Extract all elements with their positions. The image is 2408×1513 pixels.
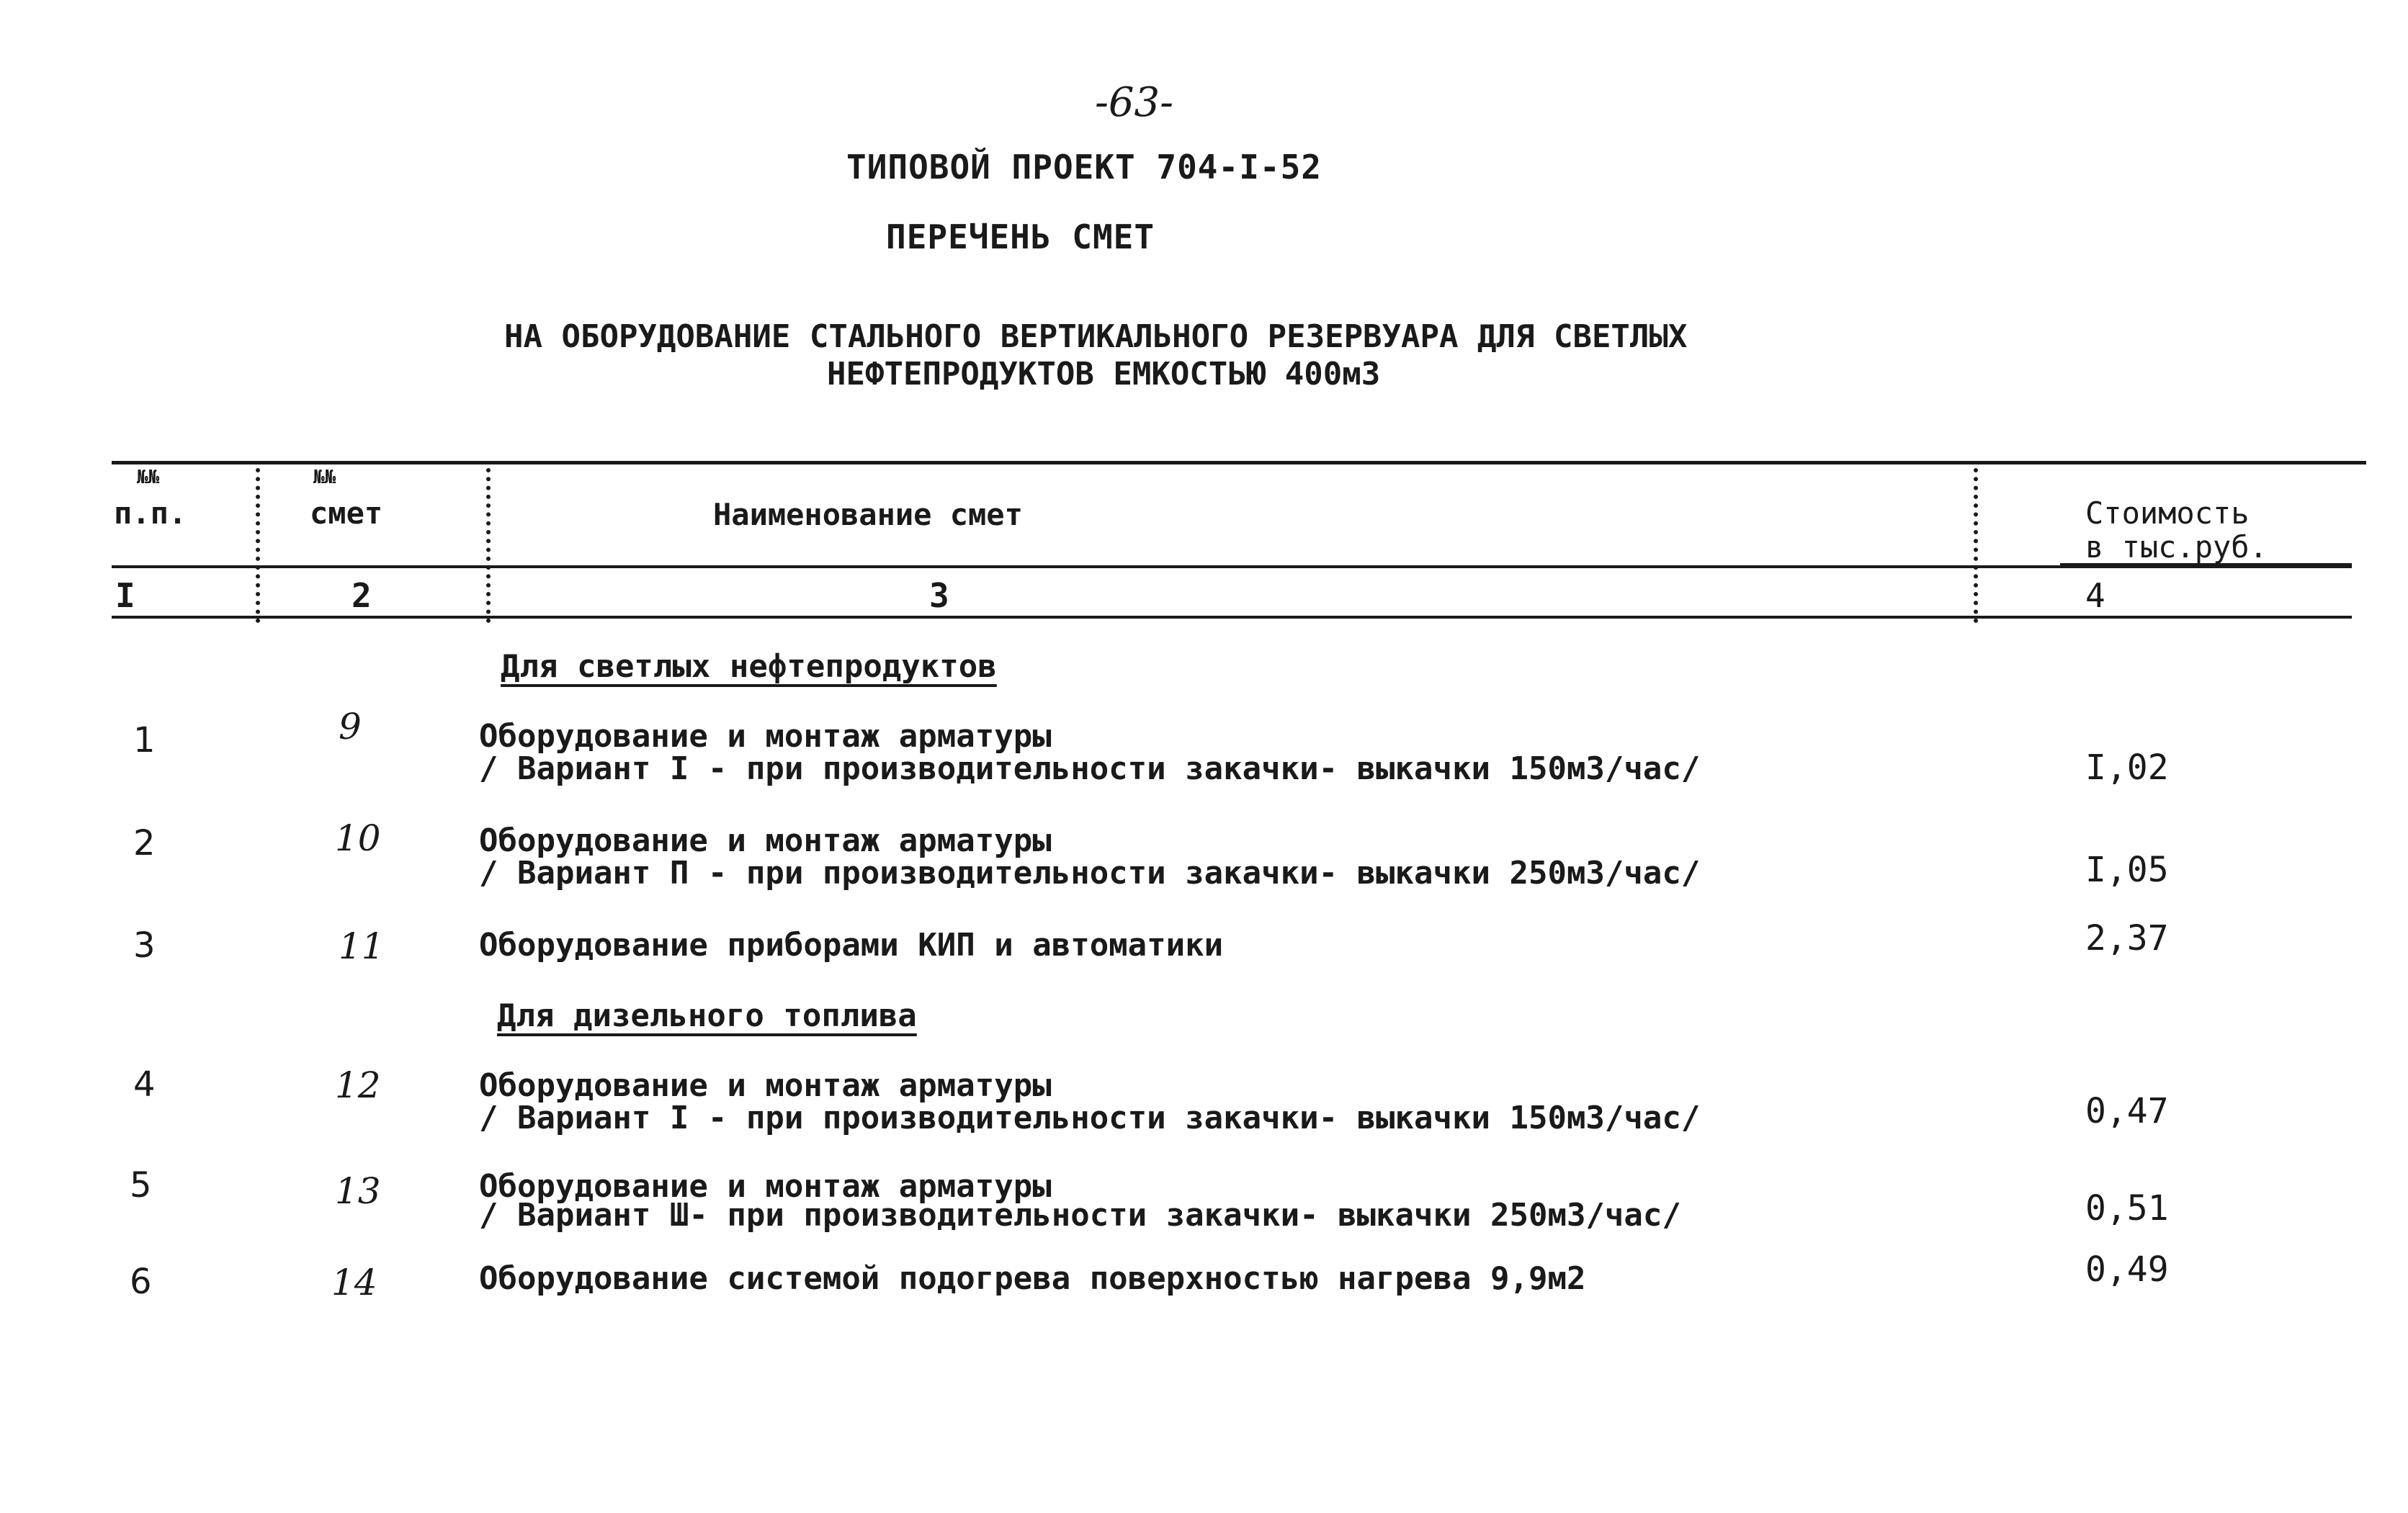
row-cost: I,02 bbox=[2085, 747, 2169, 788]
col2-header-line1: №№ bbox=[313, 467, 336, 488]
table-header-rule bbox=[112, 565, 2352, 568]
row-name-line2: / Вариант I - при производительности закачки- выкачки 150м3/час/ bbox=[479, 750, 1701, 787]
section-title-diesel-fuel: Для дизельного топлива bbox=[497, 997, 917, 1034]
col2-header-line2: смет bbox=[310, 495, 383, 531]
row-number: 3 bbox=[133, 925, 156, 966]
smeta-number: 10 bbox=[335, 817, 381, 859]
smeta-number: 12 bbox=[335, 1064, 381, 1106]
row-cost: 0,51 bbox=[2085, 1188, 2169, 1229]
column-separator-3 bbox=[1974, 468, 1978, 623]
row-name-line1: Оборудование и монтаж арматуры bbox=[479, 1168, 1052, 1205]
row-number: 4 bbox=[133, 1064, 156, 1105]
col4-header-line1: Стоимость bbox=[2085, 495, 2250, 531]
table-colnum-rule bbox=[112, 616, 2352, 619]
section-title-light-petroleum: Для светлых нефтепродуктов bbox=[501, 648, 997, 685]
subtitle-line-1: НА ОБОРУДОВАНИЕ СТАЛЬНОГО ВЕРТИКАЛЬНОГО РЕЗЕРВУАРА ДЛЯ СВЕТЛЫХ bbox=[504, 318, 1688, 355]
col4-header-line2: в тыс.руб. bbox=[2085, 529, 2268, 565]
row-name-line1: Оборудование приборами КИП и автоматики bbox=[479, 927, 1224, 964]
smeta-number: 9 bbox=[339, 706, 362, 747]
row-number: 2 bbox=[133, 823, 156, 863]
row-number: 1 bbox=[133, 720, 156, 760]
row-cost: I,05 bbox=[2085, 850, 2169, 890]
row-number: 6 bbox=[130, 1262, 152, 1302]
row-cost: 2,37 bbox=[2085, 918, 2169, 958]
table-top-rule bbox=[112, 461, 2366, 464]
row-cost: 0,49 bbox=[2085, 1249, 2169, 1290]
column-number-3: 3 bbox=[929, 576, 949, 615]
row-cost: 0,47 bbox=[2085, 1091, 2169, 1131]
project-title: ТИПОВОЙ ПРОЕКТ 704-I-52 bbox=[846, 148, 1322, 187]
row-name-line2: / Вариант I - при производительности закачки- выкачки 150м3/час/ bbox=[479, 1100, 1701, 1136]
smeta-number: 11 bbox=[339, 925, 385, 967]
smeta-number: 13 bbox=[335, 1170, 381, 1212]
list-title: ПЕРЕЧЕНЬ СМЕТ bbox=[886, 217, 1155, 256]
col3-header: Наименование смет bbox=[713, 497, 1023, 532]
column-separator-1 bbox=[256, 468, 260, 623]
column-separator-2 bbox=[486, 468, 491, 623]
row-name-line1: Оборудование и монтаж арматуры bbox=[479, 1067, 1052, 1104]
row-number: 5 bbox=[130, 1165, 152, 1206]
row-name-line1: Оборудование и монтаж арматуры bbox=[479, 718, 1052, 755]
column-number-1: I bbox=[115, 576, 135, 615]
col1-header-line1: №№ bbox=[137, 467, 160, 488]
page-number: -63- bbox=[1095, 79, 1174, 126]
subtitle-line-2: НЕФТЕПРОДУКТОВ ЕМКОСТЬЮ 400м3 bbox=[827, 356, 1381, 392]
col1-header-line2: п.п. bbox=[114, 495, 187, 531]
smeta-number: 14 bbox=[331, 1262, 377, 1303]
column-number-2: 2 bbox=[352, 576, 372, 615]
row-name-line1: Оборудование системой подогрева поверхностью нагрева 9,9м2 bbox=[479, 1260, 1586, 1297]
column-number-4: 4 bbox=[2085, 576, 2105, 615]
row-name-line2: / Вариант Ш- при производительности закачки- выкачки 250м3/час/ bbox=[479, 1197, 1681, 1234]
row-name-line1: Оборудование и монтаж арматуры bbox=[479, 822, 1052, 859]
row-name-line2: / Вариант П - при производительности закачки- выкачки 250м3/час/ bbox=[479, 855, 1701, 892]
